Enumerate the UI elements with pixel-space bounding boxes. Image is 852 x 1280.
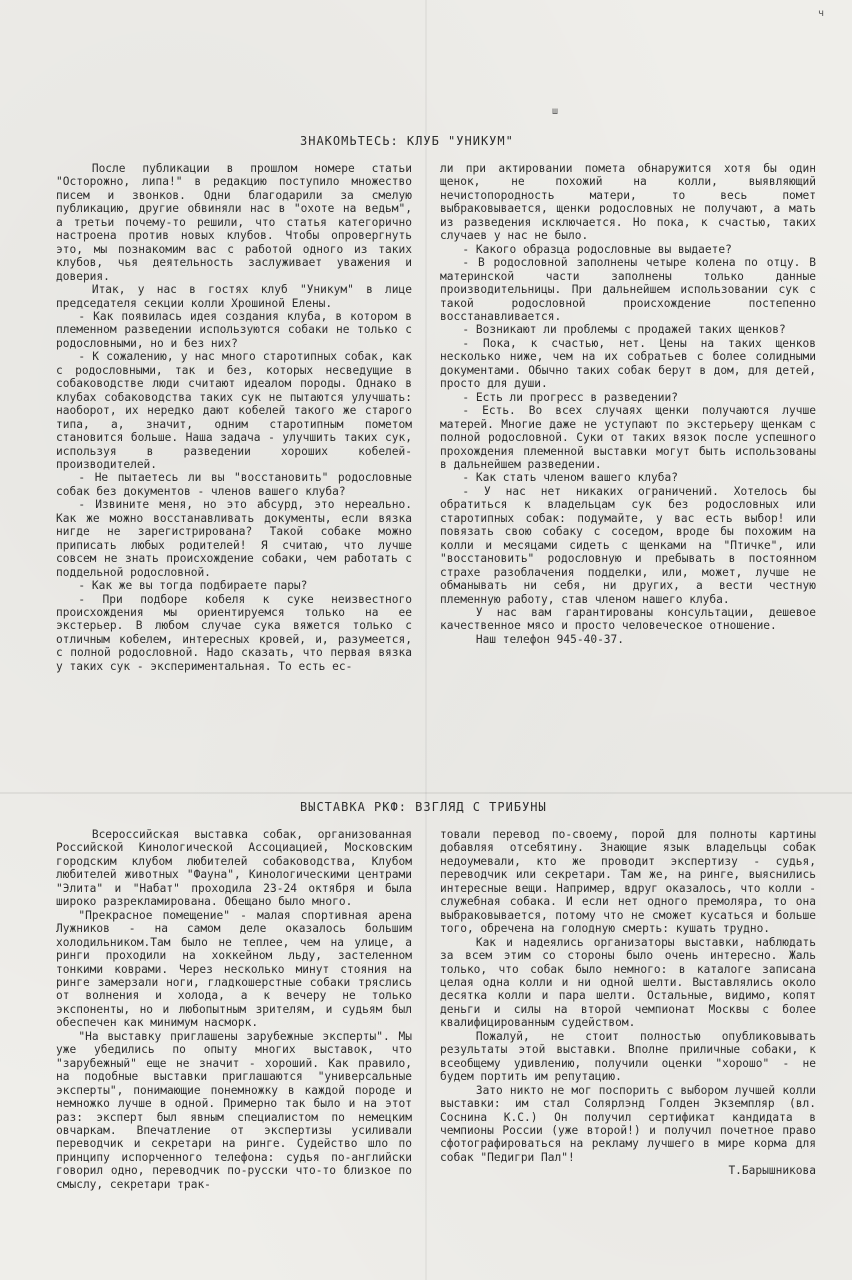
article1-right-column	[440, 162, 816, 646]
paragraph: - Как стать членом вашего клуба?	[462, 471, 678, 485]
article2-left-column	[56, 828, 412, 1191]
article1-title: ЗНАКОМЬТЕСЬ: КЛУБ "УНИКУМ"	[300, 134, 514, 148]
corner-mark: ч	[818, 8, 825, 19]
paragraph: - Как появилась идея создания клуба, в котором в племенном разведении используются собаки не только с родословными, но и без них?	[56, 309, 412, 350]
paragraph: Как и надеялись организаторы выставки, наблюдать за всем этим со стороны было очень интересно. Жаль только, что собак было немного: в каталоге записана целая одна колли и ни одной шелти. Выставлялись около десятка колли и пара шелти. Остальные, видимо, копят деньги и силы на второй чемпионат Москвы с более квалифицированным судейством.	[440, 935, 816, 1030]
paragraph: Всероссийская выставка собак, организованная Российской Кинологической Ассоциацией, Московским городским клубом любителей собаководства, Клубом любителей животных "Фауна", Кинологическими центрами "Элита" и "Набат" проходила 23-24 октября и была широко разрекламирована. Обещано было много.	[56, 828, 412, 909]
article1-left-column	[56, 162, 412, 673]
paragraph: "На выставку приглашены зарубежные эксперты". Мы уже убедились по опыту многих выставок, что "зарубежный" еще не значит - хороший. Как правило, на подобные выставки приглашаются "универсальные эксперты", понимающие понемножку в каждой породе и немножко лучше в одной. Примерно так было и на этот раз: эксперт был явным специалистом по немецким овчаркам. Впечатление от экспертизы усиливали переводчик и секретари на ринге. Судейство шло по принципу испорченного телефона: судья по-английски говорил одно, переводчик по-русски что-то близкое по смыслу, секретари трак-	[56, 1029, 412, 1191]
paragraph: - К сожалению, у нас много старотипных собак, как с родословными, так и без, которых несведущие в собаководстве люди считают идеалом породы. Однако в клубах собаководства таких сук не пытаются улучшать: наоборот, их нередко дают кобелей такого же старого типа, а, значит, одним старотипным пометом становится больше. Наша задача - улучшить таких сук, используя в разведении хороших кобелей-производителей.	[56, 350, 412, 471]
paragraph: - Есть. Во всех случаях щенки получаются лучше матерей. Многие даже не уступают по экстерьеру щенкам с полной родословной. Суки от таких вязок после успешного прохождения племенной выставки могут быть использованы в дальнейшем разведении.	[440, 404, 816, 471]
paragraph: - Не пытаетесь ли вы "восстановить" родословные собак без документов - членов вашего клуба?	[56, 471, 412, 498]
article2-title: ВЫСТАВКА РКФ: ВЗГЛЯД С ТРИБУНЫ	[300, 800, 547, 814]
paragraph: "Прекрасное помещение" - малая спортивная арена Лужников - на самом деле оказалось большим холодильником.Там было не теплее, чем на улице, а ринги проходили на хоккейном льду, застеленном тонкими коврами. Через несколько минут стояния на ринге замерзали ноги, гладкошерстные собаки тряслись от волнения и холода, а к вечеру не только экспоненты, но и любопытным зрителям, и судьям был обеспечен как минимум насморк.	[56, 908, 412, 1030]
paragraph: После публикации в прошлом номере статьи "Осторожно, липа!" в редакцию поступило множество писем и звонков. Одни благодарили за смелую публикацию, другие обвиняли нас в "охоте на ведьм", а третьи почему-то решили, что статья категорично настроена против новых клубов. Чтобы опровергнуть это, мы познакомим вас с работой одного из таких клубов, чья деятельность заслуживает уважения и доверия.	[56, 162, 412, 283]
paragraph: ли при актировании помета обнаружится хотя бы один щенок, не похожий на колли, выявляющий нечистопородность матери, то весь помет выбраковывается, щенки родословных не получают, а мать из разведения исключается. Но пока, к счастью, таких случаев у нас не было.	[440, 162, 816, 243]
phone-line: Наш телефон 945-40-37.	[475, 632, 625, 646]
paragraph: - Как же вы тогда подбираете пары?	[78, 579, 308, 593]
paragraph: - Пока, к счастью, нет. Цены на таких щенков несколько ниже, чем на их собратьев с более солидными документами. Обычно таких собак берут в дом, для детей, просто для души.	[440, 336, 816, 391]
paragraph: Пожалуй, не стоит полностью опубликовывать результаты этой выставки. Вполне приличные собаки, к всеобщему удивлению, получили оценки "хорошо" - не будем портить им репутацию.	[440, 1029, 816, 1084]
paragraph: - Извините меня, но это абсурд, это нереально. Как же можно восстанавливать документы, если вязка нигде не зарегистрирована? Такой собаке можно приписать любых родителей! Я считаю, что лучше совсем не знать происхождение собаки, чем работать с поддельной родословной.	[56, 498, 412, 579]
paragraph: Зато никто не мог поспорить с выбором лучшей колли выставки: им стал Солярлэнд Голден Экземпляр (вл. Соснина К.С.) Он получил сертификат кандидата в чемпионы России (уже второй!) и получил почетное право сфотографироваться на рекламу лучшего в мире корма для собак "Педигри Пал"!	[440, 1083, 816, 1164]
paragraph: - Какого образца родословные вы выдаете?	[462, 242, 732, 256]
paragraph: У нас вам гарантированы консультации, дешевое качественное мясо и просто человеческое отношение.	[440, 605, 816, 633]
paragraph: товали перевод по-своему, порой для полноты картины добавляя отсебятину. Знающие язык владельцы собак недоумевали, кто же проводит экспертизу - судья, переводчик или секретари. Там же, на ринге, выяснились интересные вещи. Например, вдруг оказалось, что колли - служебная собака. И если нет одного премоляра, то она выбраковывается, потому что не сможет кусаться и больше того, обречена на голодную смерть: кушать трудно.	[440, 828, 816, 936]
author-signature: Т.Барышникова	[728, 1164, 816, 1178]
paragraph: Итак, у нас в гостях клуб "Уникум" в лице председателя секции колли Хрошиной Елены.	[56, 283, 412, 310]
top-mark: ш	[552, 106, 559, 117]
article2-right-column	[440, 828, 816, 1178]
paragraph: - В родословной заполнены четыре колена по отцу. В материнской части заполнены только данные производительницы. При дальнейшем использовании сук с такой родословной происхождение постепенно восстанавливается.	[440, 256, 816, 323]
paragraph: - У нас нет никаких ограничений. Хотелось бы обратиться к владельцам сук без родословных или старотипных собак: подумайте, у вас есть выбор! или повязать свою собаку с соседом, вроде бы похожим на колли и месяцами сидеть с щенками на "Птичке", или "восстановить" родословную и пребывать в постоянном страхе разоблачения подделки, или, может, лучше не обманывать ни себя, ни других, а вести честную племенную работу, став членом нашего клуба.	[440, 484, 816, 606]
paragraph: - Возникают ли проблемы с продажей таких щенков?	[462, 323, 786, 337]
paragraph: - Есть ли прогресс в разведении?	[462, 390, 678, 404]
paragraph: - При подборе кобеля к суке неизвестного происхождения мы ориентируемся только на ее экстерьер. В любом случае сука вяжется только с отличным кобелем, интересных кровей, и, разумеется, с полной родословной. Надо сказать, что первая вязка у таких сук - экспериментальная. То есть ес-	[56, 592, 412, 673]
paper-crease	[425, 0, 427, 1280]
